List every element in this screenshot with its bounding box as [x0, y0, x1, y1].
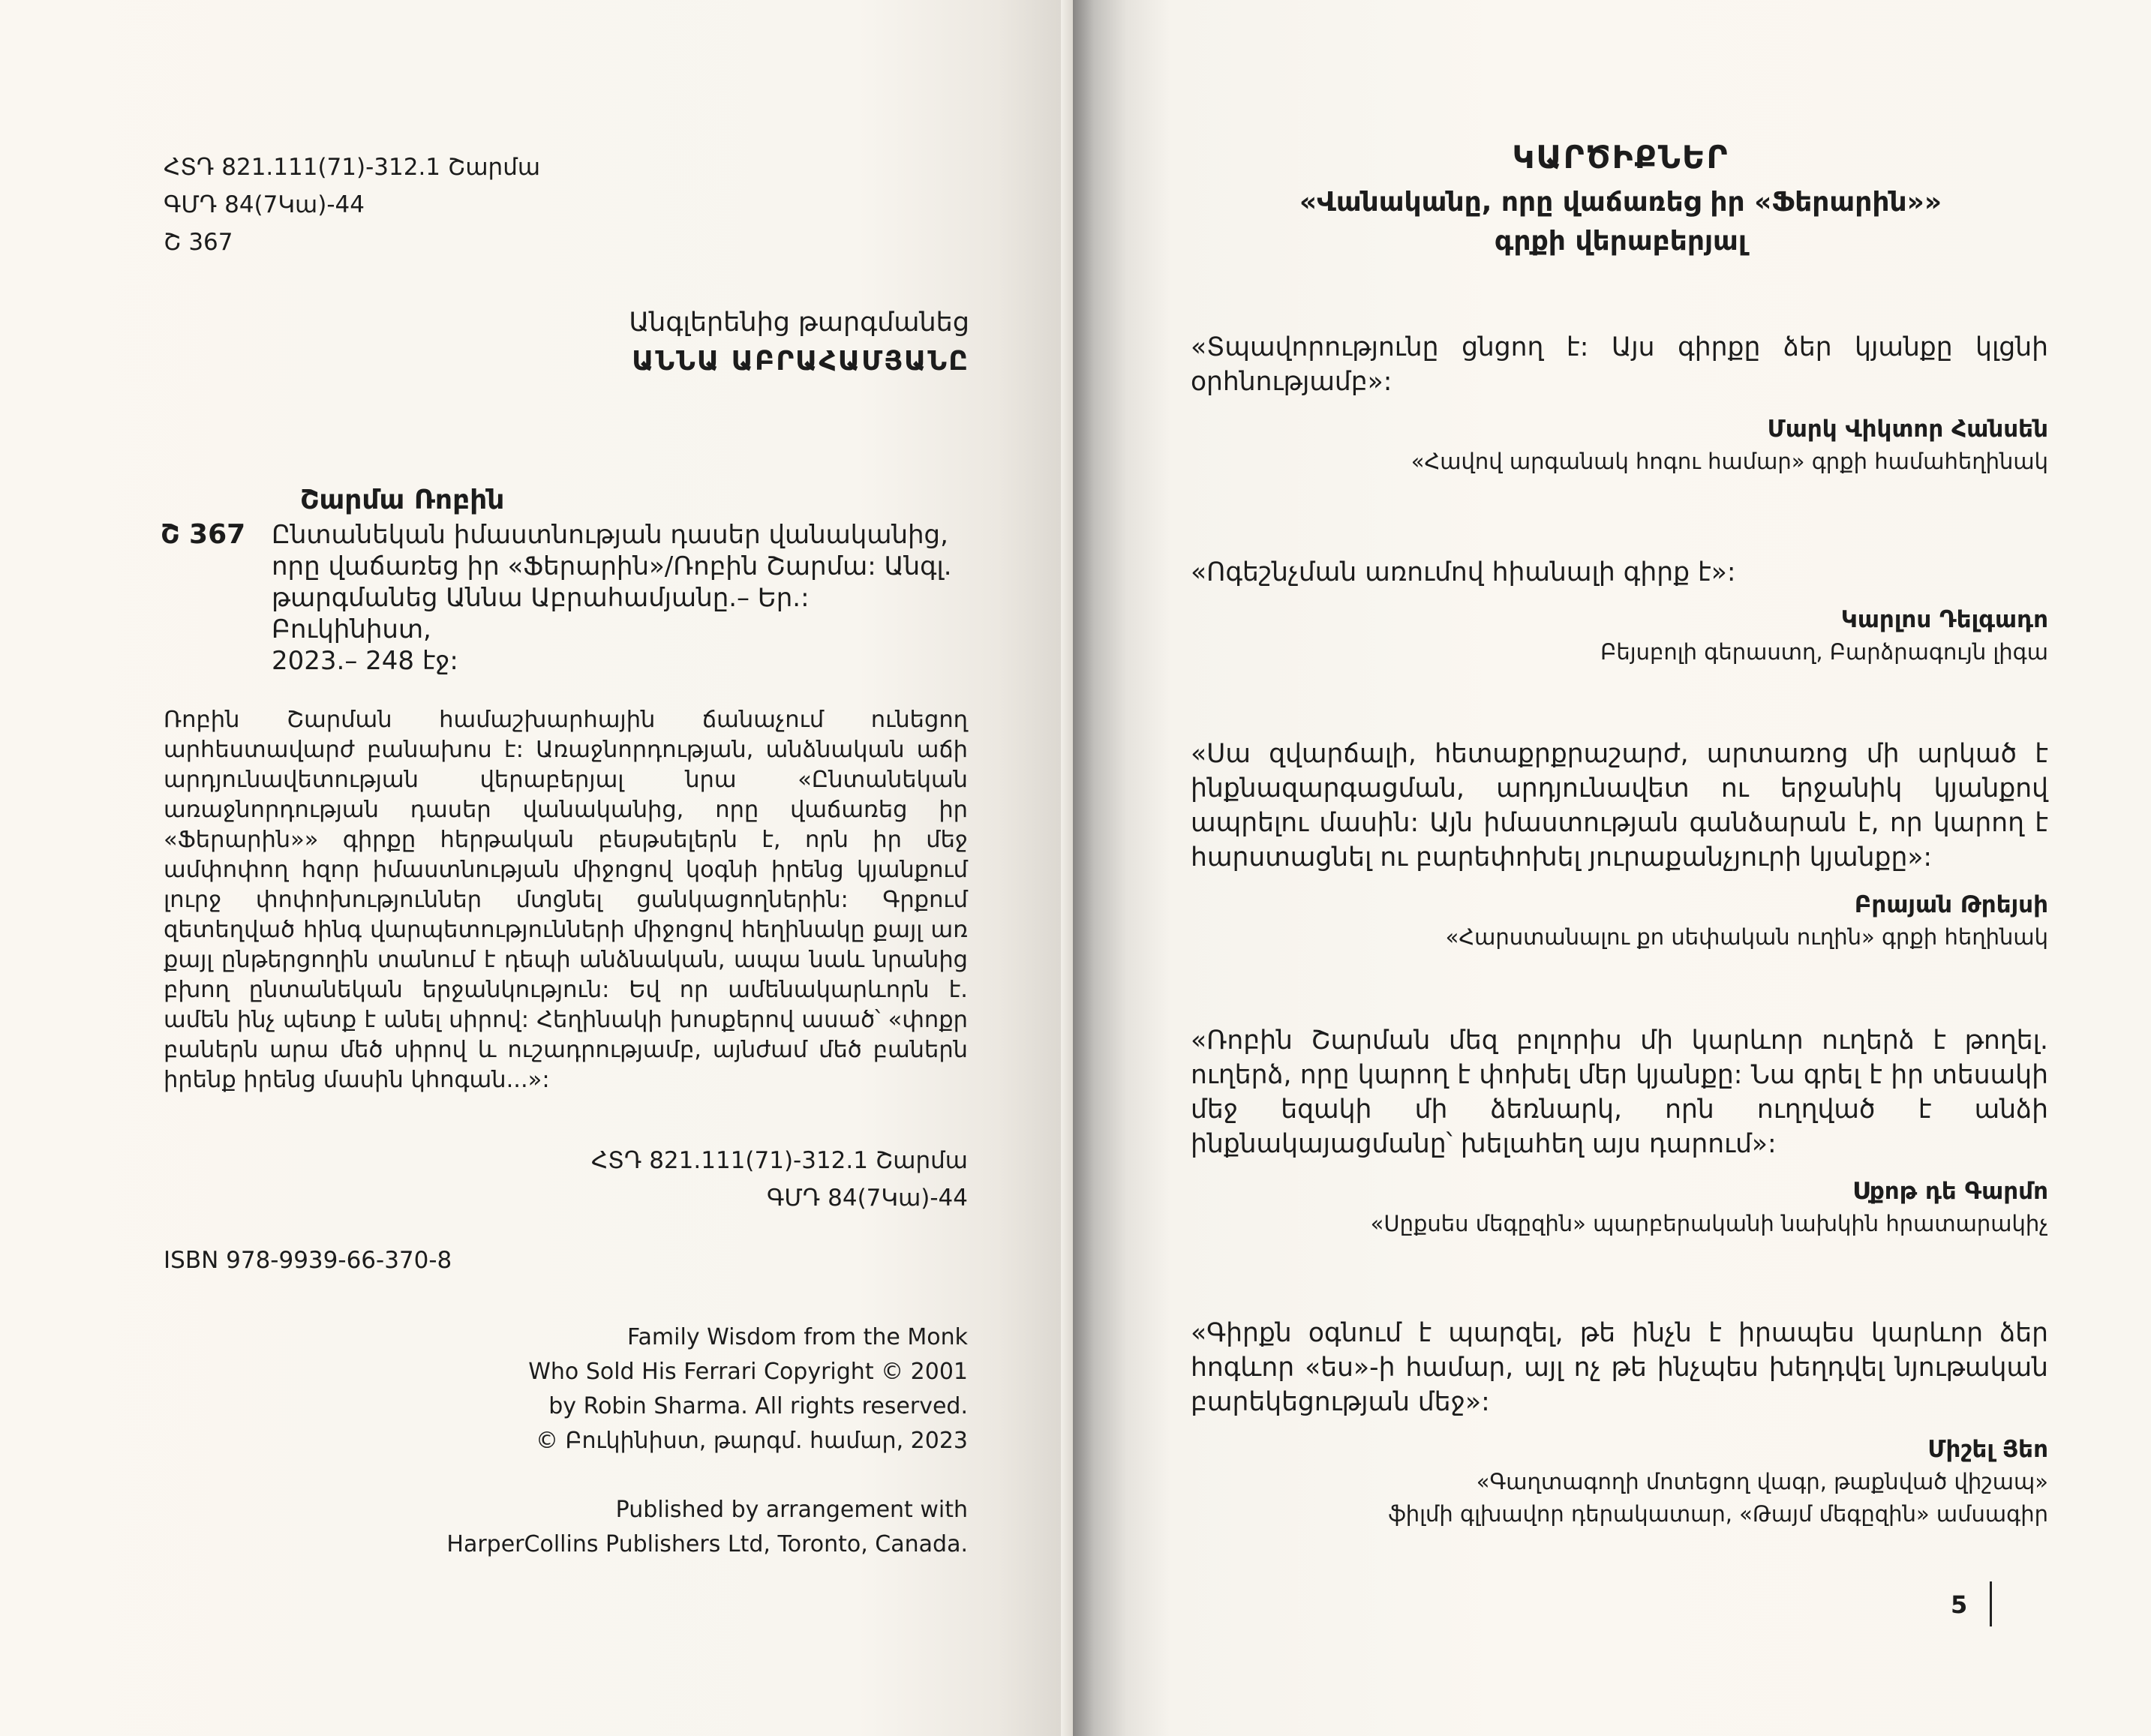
page-number-rule: [1990, 1581, 1992, 1626]
entry-author: Շարմա Ռոբին: [300, 485, 505, 515]
reviews-heading: [1193, 139, 2048, 261]
review-2: [1191, 555, 2048, 668]
publisher-line: HarperCollins Publishers Ltd, Toronto, Canada.: [446, 1531, 968, 1557]
review-author: Կարլոս Դելգադո: [1840, 606, 2048, 633]
publisher-line: Published by arrangement with: [615, 1497, 968, 1523]
entry-line: թարգմանեց Աննա Աբրահամյանը.– Եր.: Բուկինիստ,: [272, 583, 810, 644]
translator-label: Անգլերենից թարգմանեց: [629, 308, 969, 338]
review-author: Մարկ Վիկտոր Հանսեն: [1767, 416, 2048, 443]
review-quote: «Գիրքն օգնում է պարզել, թե ինչն է իրապես կարևոր ձեր հոգևոր «ես»-ի համար, այլ ոչ թե ինչպես խեղդվել նյութական բարեկեցության մեջ»:: [1191, 1318, 2048, 1417]
review-3: [1191, 737, 2048, 954]
entry-line: որը վաճառեց իր «Ֆերարին»/Ռոբին Շարմա: Անգլ.: [272, 551, 952, 581]
page-subtitle-line: գրքի վերաբերյալ: [1495, 226, 1747, 257]
page-number: 5: [1951, 1590, 1968, 1619]
copyright-line: Who Sold His Ferrari Copyright © 2001: [528, 1359, 968, 1385]
review-author: Բրայան Թրեյսի: [1854, 891, 2048, 918]
catalog-line: Շ 367: [164, 229, 233, 256]
catalog-line: ԳՄԴ 84(7Կա)-44: [164, 191, 365, 218]
review-4: [1191, 1023, 2048, 1240]
bibliographic-entry: [272, 519, 969, 677]
catalog-line: ՀՏԴ 821.111(71)-312.1 Շարմա: [164, 154, 541, 181]
catalog-codes: [164, 149, 540, 261]
copyright-notice: [528, 1320, 968, 1458]
review-source: Բեյսբոլի գերաստղ, Բարձրագույն լիգա: [1600, 639, 2048, 665]
translator-credit: [629, 303, 969, 381]
review-quote: «Ոգեշնչման առումով հիանալի գիրք է»:: [1191, 557, 1736, 587]
left-page: [0, 0, 1073, 1736]
publisher-notice: [446, 1493, 968, 1562]
review-source: «Հավով արգանակ հոգու համար» գրքի համահեղինակ: [1410, 449, 2048, 474]
review-source: «Հարստանալու քո սեփական ուղին» գրքի հեղինակ: [1445, 924, 2048, 950]
catalog-line: ԳՄԴ 84(7Կա)-44: [767, 1185, 968, 1212]
review-source: «Սըքսես մեգըզին» պարբերականի նախկին հրատարակիչ: [1370, 1211, 2048, 1236]
book-annotation: Ռոբին Շարման համաշխարհային ճանաչում ունեցող արհեստավարժ բանախոս է: Առաջնորդության, անձնական աճի արդյունավետության վերաբերյալ նրա «Ընտանեկան առաջնորդության դասեր վանականից, որը վաճառեց իր «Ֆերարին»» գիրքը հերթական բեսթսելերն է, որն իր մեջ ամփոփող հզոր իմաստնության միջոցով կօգնի իրենց կյանքում լուրջ փոփոխություններ մտցնել ցանկացողներին: Գրքում զետեղված հինգ վարպետությունների միջոցով հեղինակը քայլ առ քայլ ընթերցողին տանում է դեպի անձնական, ապա նաև նրանից բխող ընտանեկան երջանկություն: Եվ որ ամենակարևորն է. ամեն ինչ պետք է անել սիրով: Հեղինակի խոսքերով ասած՝ «փոքր բաներն արա մեծ սիրով և ուշադրությամբ, այնժամ մեծ բաներն իրենք իրենց մասին կհոգան...»:: [164, 707, 968, 1093]
entry-line: 2023.– 248 էջ:: [272, 646, 458, 676]
review-source: «Գաղտագողի մոտեցող վագր, թաքնված վիշապ»: [1476, 1469, 2048, 1494]
review-quote: «Ռոբին Շարման մեզ բոլորիս մի կարևոր ուղերձ է թողել. ուղերձ, որը կարող է փոխել մեր կյանքը: Նա գրել է իր տեսակի մեջ եզակի մի ձեռնարկ, որն ուղղված է անձի ինքնակայացմանը՝ խելահեղ այս դարում»:: [1191, 1026, 2048, 1159]
entry-code: Շ 367: [161, 519, 246, 550]
copyright-line: Family Wisdom from the Monk: [627, 1324, 968, 1350]
review-5: [1191, 1316, 2048, 1530]
catalog-line: ՀՏԴ 821.111(71)-312.1 Շարմա: [590, 1147, 968, 1174]
review-author: Սքոթ դե Գարմո: [1852, 1178, 2048, 1205]
review-quote: «Տպավորությունը ցնցող է: Այս գիրքը ձեր կյանքը կլցնի օրհնությամբ»:: [1191, 332, 2048, 397]
review-source: ֆիլմի գլխավոր դերակատար, «Թայմ մեգըզին» ամսագիր: [1388, 1501, 2048, 1527]
isbn: ISBN 978-9939-66-370-8: [164, 1247, 452, 1274]
copyright-line: by Robin Sharma. All rights reserved.: [548, 1393, 968, 1419]
page-subtitle-line: «Վանականը, որը վաճառեց իր «Ֆերարին»»: [1299, 187, 1942, 218]
page-edge-shadow: [1061, 0, 1073, 1736]
review-quote: «Սա զվարճալի, հետաքրքրաշարժ, արտառոց մի արկած է ինքնազարգացման, արդյունավետ ու երջանիկ կյանքով ապրելու մասին: Այն իմաստության գանձարան է, որ կարող է հարստացնել ու բարեփոխել յուրաքանչյուրի կյանքը»:: [1191, 739, 2048, 873]
entry-line: Ընտանեկան իմաստնության դասեր վանականից,: [272, 520, 948, 550]
page-title: ԿԱՐԾԻՔՆԵՐ: [1512, 139, 1729, 176]
translator-name: ԱՆՆԱ ԱԲՐԱՀԱՄՅԱՆԸ: [632, 346, 969, 377]
right-page: [1073, 0, 2151, 1736]
catalog-codes-bottom: [591, 1142, 968, 1217]
copyright-line: © Բուկինիստ, թարգմ. համար, 2023: [535, 1428, 968, 1454]
review-1: [1191, 330, 2048, 478]
review-author: Միշել Յեո: [1927, 1436, 2048, 1463]
